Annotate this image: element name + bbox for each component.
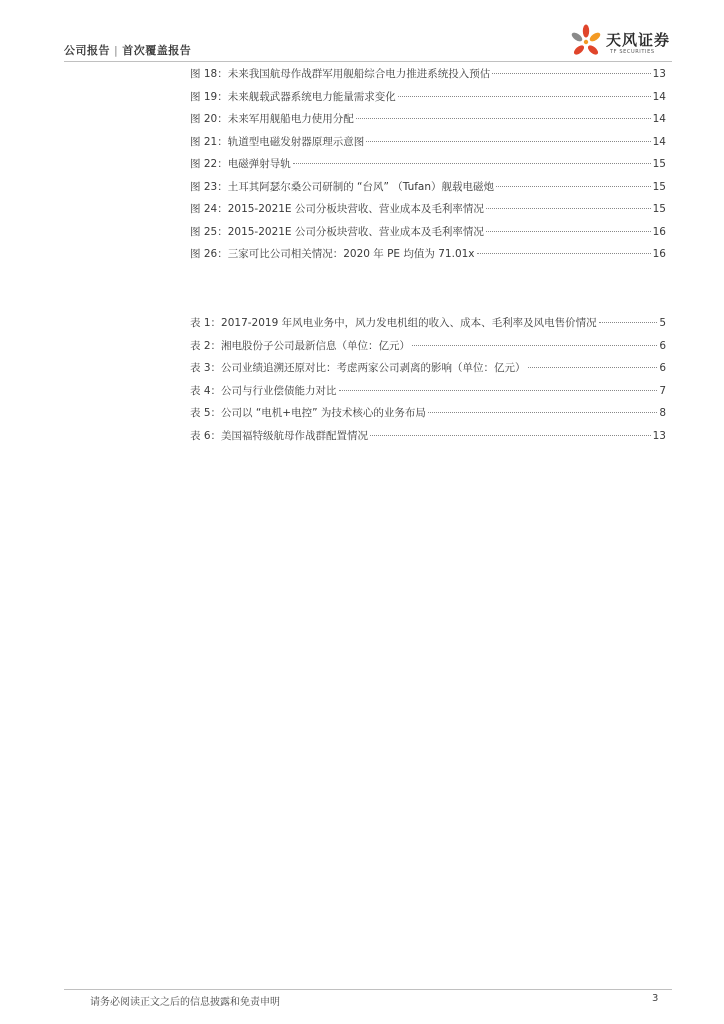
toc-leader xyxy=(496,186,651,187)
toc-row[interactable] xyxy=(190,201,666,224)
header-separator: | xyxy=(114,44,119,57)
toc-title: 土耳其阿瑟尔桑公司研制的 “台风” （Tufan）舰载电磁炮 xyxy=(227,180,495,193)
figure-list xyxy=(190,66,666,269)
toc-row[interactable] xyxy=(190,246,666,269)
toc-label: 表 3： xyxy=(190,362,222,374)
toc-row[interactable] xyxy=(190,338,666,361)
toc-label: 图 25： xyxy=(190,225,228,238)
table-list xyxy=(190,315,666,450)
toc-title: 2017-2019 年风电业务中，风力发电机组的收入、成本、毛利率及风电售价情况 xyxy=(221,317,597,329)
toc-label: 图 23： xyxy=(190,180,228,193)
header-divider xyxy=(64,61,672,62)
toc-leader xyxy=(398,96,651,97)
toc-page: 6 xyxy=(659,339,666,352)
toc-leader xyxy=(366,141,650,142)
report-subtype: 首次覆盖报告 xyxy=(122,44,192,57)
toc-page: 14 xyxy=(652,135,666,148)
toc-leader xyxy=(339,390,658,391)
toc-leader xyxy=(599,322,658,323)
toc-title: 湘电股份子公司最新信息（单位：亿元） xyxy=(221,339,411,352)
toc-label: 表 1： xyxy=(190,317,222,329)
disclaimer-notice: 请务必阅读正文之后的信息披露和免责申明 xyxy=(90,997,280,1008)
toc-row[interactable] xyxy=(190,156,666,179)
toc-page: 8 xyxy=(659,407,666,419)
toc-leader xyxy=(528,367,658,368)
toc-page: 14 xyxy=(652,90,666,103)
toc-label: 图 19： xyxy=(190,90,228,103)
toc-title: 未来我国航母作战群军用舰船综合电力推进系统投入预估 xyxy=(227,68,491,80)
toc-title: 美国福特级航母作战群配置情况 xyxy=(221,429,369,442)
report-category: 公司报告 xyxy=(64,44,110,57)
brand-name: 天风证券 xyxy=(606,31,671,49)
toc-leader xyxy=(477,253,651,254)
toc-label: 图 20： xyxy=(190,113,228,125)
toc-label: 图 22： xyxy=(190,158,228,170)
toc-title: 未来舰载武器系统电力能量需求变化 xyxy=(227,90,396,103)
toc-title: 三家可比公司相关情况：2020 年 PE 均值为 71.01x xyxy=(227,248,475,260)
toc-page: 15 xyxy=(652,203,666,215)
toc-leader xyxy=(428,412,657,413)
toc-leader xyxy=(486,208,651,209)
toc-label: 表 4： xyxy=(190,384,222,397)
toc-label: 图 18： xyxy=(190,68,228,80)
page-header xyxy=(0,0,724,62)
toc-page: 14 xyxy=(652,113,666,125)
toc-row[interactable] xyxy=(190,428,666,451)
toc-title: 电磁弹射导轨 xyxy=(227,158,291,170)
toc-row[interactable] xyxy=(190,179,666,202)
toc-title: 公司业绩追溯还原对比：考虑两家公司剥离的影响（单位：亿元） xyxy=(221,362,526,374)
toc-page: 16 xyxy=(652,248,666,260)
toc-leader xyxy=(412,345,657,346)
toc-title: 2015-2021E 公司分板块营收、营业成本及毛利率情况 xyxy=(227,225,484,238)
toc-title: 2015-2021E 公司分板块营收、营业成本及毛利率情况 xyxy=(227,203,484,215)
toc-title: 公司与行业偿债能力对比 xyxy=(221,384,337,397)
toc-label: 图 24： xyxy=(190,203,228,215)
toc-title: 未来军用舰船电力使用分配 xyxy=(227,113,354,125)
toc-row[interactable] xyxy=(190,89,666,112)
toc-row[interactable] xyxy=(190,224,666,247)
toc-row[interactable] xyxy=(190,405,666,428)
toc-row[interactable] xyxy=(190,111,666,134)
toc-title: 公司以 “电机+电控” 为技术核心的业务布局 xyxy=(221,407,426,419)
toc-row[interactable] xyxy=(190,66,666,89)
footer-divider xyxy=(64,989,672,990)
brand-name-en: TF SECURITIES xyxy=(610,49,655,55)
toc-page: 13 xyxy=(652,429,666,442)
toc-page: 15 xyxy=(652,158,666,170)
toc-label: 表 5： xyxy=(190,407,222,419)
toc-page: 15 xyxy=(652,180,666,193)
toc-leader xyxy=(370,435,651,436)
toc-leader xyxy=(356,118,651,119)
toc-page: 16 xyxy=(652,225,666,238)
page-number: 3 xyxy=(652,993,659,1004)
toc-page: 13 xyxy=(652,68,666,80)
toc-row[interactable] xyxy=(190,383,666,406)
toc-leader xyxy=(293,163,651,164)
toc-row[interactable] xyxy=(190,134,666,157)
toc-row[interactable] xyxy=(190,360,666,383)
brand-flower-icon xyxy=(566,22,606,62)
toc-leader xyxy=(492,73,650,74)
toc-label: 图 26： xyxy=(190,248,228,260)
toc-title: 轨道型电磁发射器原理示意图 xyxy=(227,135,365,148)
toc-leader xyxy=(486,231,651,232)
toc-label: 表 6： xyxy=(190,429,222,442)
toc-row[interactable] xyxy=(190,315,666,338)
toc-page: 7 xyxy=(659,384,666,397)
toc-label: 表 2： xyxy=(190,339,222,352)
report-type xyxy=(64,42,191,58)
brand-logo xyxy=(566,22,676,62)
toc-page: 5 xyxy=(659,317,666,329)
toc-label: 图 21： xyxy=(190,135,228,148)
toc-page: 6 xyxy=(659,362,666,374)
